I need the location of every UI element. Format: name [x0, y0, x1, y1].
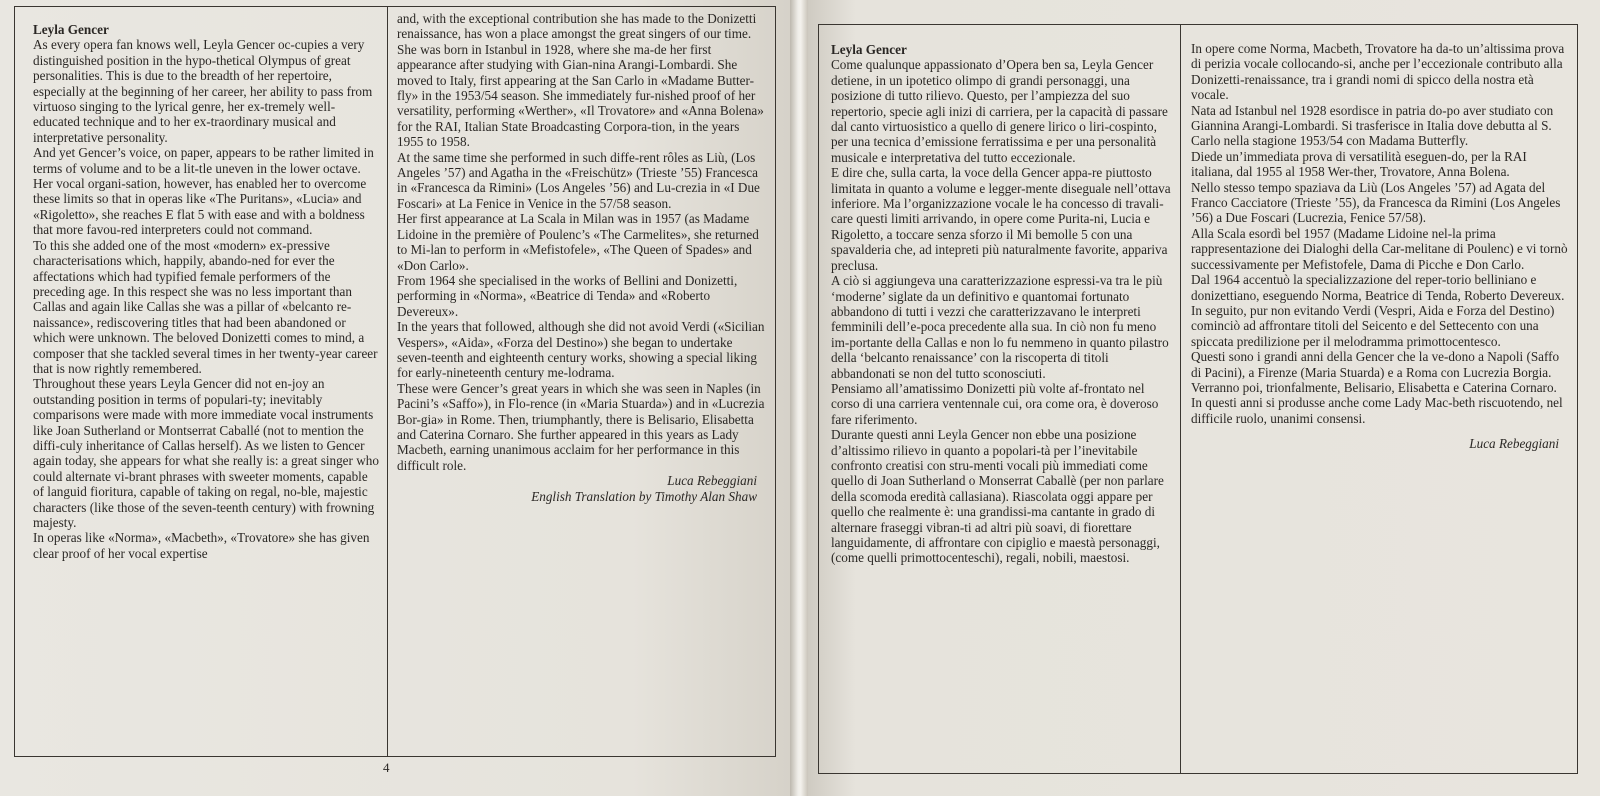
english-paragraph: At the same time she performed in such diffe-rent rôles as Liù, (Los Angeles ’57) and Agatha in the «Freischütz» (Trieste ’55) Francesca in «Francesca da Rimini» (Los Angeles ’56) and Lu-crezia in «I Due Foscari» at La Fenice in Venice in the 57/58 season.	[397, 149, 760, 211]
english-paragraph: As every opera fan knows well, Leyla Gencer oc-cupies a very distinguished position in the hypo-thetical Olympus of great personalities. This is due to the breadth of her repertoire, especially at the beginning of her career, her ability to pass from virtuoso singing to the lyrical genre, her ex-tremely well-educated technique and to her ex-traordinary musical and interpretative personality.	[33, 37, 373, 145]
italian-paragraph: Verranno poi, trionfalmente, Belisario, Elisabetta e Caterina Cornaro.	[1191, 379, 1557, 395]
english-paragraph: Throughout these years Leyla Gencer did not en-joy an outstanding position in terms of populari-ty; inevitably comparisons were made with more immediate vocal instruments like Joan Sutherland or Montserrat Caballé (not to mention the diffi-culy inheritance of Callas herself). As we listen to Gencer again today, she appears for what she really is: a great singer who could alternate vi-brant phrases with sweeter moments, capable of languid fioritura, capable of taking on regal, no-ble, majestic characters (like those of the seven-teenth century) with frowning majesty.	[33, 376, 379, 530]
italian-column-1	[819, 25, 1181, 773]
english-paragraph: and, with the exceptional contribution she has made to the Donizetti renaissance, has won a place amongst the great singers of our time.	[397, 11, 757, 42]
italian-column-2	[1181, 25, 1577, 773]
italian-paragraph: Alla Scala esordì bel 1957 (Madame Lidoine nel-la prima rappresentazione dei Dialoghi della Car-melitane di Poulenc) e vi tornò successivamente per Mefistofele, Dama di Picche e Don Carlo.	[1191, 225, 1568, 272]
italian-paragraph: Nello stesso tempo spaziava da Liù (Los Angeles ’57) ad Agata del Franco Cacciatore (Trieste ’55), da Francesca da Rimini (Los Angeles ’56) a Due Foscari (Lucrezia, Fenice 57/58).	[1191, 179, 1561, 226]
italian-paragraph: Come qualunque appassionato d’Opera ben sa, Leyla Gencer detiene, in un ipotetico olimpo di grandi personaggi, una posizione di tutto rilievo. Questo, per l’ampiezza del suo repertorio, specie agli inizi di carriera, per la capacità di passare dal canto virtuosistico a quello di genere lirico o liri-cospinto, per una tecnica d’emissione ferratissima e per una personalità musicale e interpretativa del tutto eccezionale.	[831, 57, 1168, 165]
english-title: Leyla Gencer	[33, 22, 109, 37]
italian-paragraph: Pensiamo all’amatissimo Donizetti più volte af-frontato nel corso di una carriera ventennale cui, ora come ora, è doveroso fare riferimento.	[831, 380, 1159, 427]
english-paragraph: Her first appearance at La Scala in Milan was in 1957 (as Madame Lidoine in the première of Poulenc’s «The Carmelites», she returned to Mi-lan to perform in «Mefistofele», «The Queen of Spades» and «Don Carlo».	[397, 211, 759, 273]
english-paragraph: In the years that followed, although she did not avoid Verdi («Sicilian Vespers», «Aida», «Forza del Destino») she began to undertake seven-teenth and eighteenth century works, showing a special liking for early-nineteenth century me-lodrama.	[397, 319, 765, 381]
english-text-frame	[14, 6, 776, 757]
english-signature: Luca Rebeggiani	[667, 473, 757, 489]
italian-text-frame	[818, 24, 1578, 774]
english-paragraph: To this she added one of the most «modern» ex-pressive characterisations which, happily, abando-ned for ever the affectations which had typified female performers of the preceding age. In this respect she was no less important than Callas and again like Callas she was a pillar of «belcanto re-naissance», rediscovering titles that had been abandoned or which were unknown. The beloved Donizetti comes to mind, a composer that she tackled several times in her twenty-year career that is now rightly remembered.	[33, 237, 378, 376]
english-paragraph: In operas like «Norma», «Macbeth», «Trovatore» she has given clear proof of her vocal expertise	[33, 530, 370, 561]
english-page	[0, 0, 790, 796]
italian-signature: Luca Rebeggiani	[1469, 436, 1559, 452]
english-paragraph: She was born in Istanbul in 1928, where she ma-de her first appearance after studying with Gian-nina Arangi-Lombardi. She moved to Italy, first appearing at the San Carlo in «Madame Butter-fly» in the 1953/54 season. She immediately fur-nished proof of her versatility, performing «Werther», «Il Trovatore» and «Anna Bolena» for the RAI, Italian State Broadcasting Corpora-tion, in the years 1955 to 1958.	[397, 41, 764, 150]
italian-paragraph: Durante questi anni Leyla Gencer non ebbe una posizione d’altissimo rilievo in quanto a popolari-tà per l’inevitabile confronto creatisi con stru-menti vocali più immediati come quello di Joan Sutherland o Monserrat Caballè (per non parlare della scomoda eredità callasiana). Riascolata oggi appare per quello che realmente è: una grandissi-ma cantante in grado di alternare fraseggi vibran-ti ad altri più soavi, di fiorettare languidamente, di affrontare con cipiglio e maestà personaggi, (come quelli primottocenteschi), regali, nobili, maestosi.	[831, 427, 1164, 566]
italian-paragraph: E dire che, sulla carta, la voce della Gencer appa-re piuttosto limitata in quanto a volume e legger-mente diseguale nell’ottava inferiore. Ma l’organizzazione vocale le ha concesso di travali-care questi limiti arrivando, in opere come Purita-ni, Lucia e Rigoletto, a toccare senza sforzo il Mi bemolle 5 con una spavalderia che, ad intepreti più naturalmente favorite, appariva preclusa.	[831, 165, 1171, 273]
italian-paragraph: Dal 1964 accentuò la specializzazione del reper-torio belliniano e donizettiano, eseguendo Norma, Beatrice di Tenda, Roberto Devereux.	[1191, 272, 1565, 303]
italian-title: Leyla Gencer	[831, 42, 907, 57]
page-number: 4	[383, 760, 390, 775]
italian-paragraph: Questi sono i grandi anni della Gencer che la ve-dono a Napoli (Saffo di Pacini), a Firenze (Maria Stuarda) e a Roma con Lucrezia Borgia.	[1191, 349, 1560, 380]
italian-paragraph: In opere come Norma, Macbeth, Trovatore ha da-to un’altissima prova di perizia vocale collocando-si, anche per l’eccezionale contributo alla Donizetti-renaissance, tra i grandi nomi di spicco della nostra età vocale.	[1191, 41, 1565, 103]
italian-paragraph: In seguito, pur non evitando Verdi (Vespri, Aida e Forza del Destino) cominciò ad affrontare titoli del Seicento e del Settecento con una spiccata predilizione per il melodramma primottocentesco.	[1191, 302, 1555, 349]
translation-credit: English Translation by Timothy Alan Shaw	[531, 488, 757, 504]
italian-paragraph: A ciò si aggiungeva una caratterizzazione espressi-va tra le più ‘moderne’ siglate da un definitivo e quantomai fortunato abbandono di tutti i vezzi che caratterizzavano le interpreti femminili dell’e-poca precedente alla sua. In ciò non fu meno im-portante della Callas e non lo fu nemmeno in quanto pilastro della ‘belcanto renaissance’ con la riscoperta di titoli abbandonati se non del tutto sconosciuti.	[831, 273, 1169, 381]
english-paragraph: And yet Gencer’s voice, on paper, appears to be rather limited in terms of volume and to be a lit-tle uneven in the lower octave. Her vocal organi-sation, however, has enabled her to overcome these limits so that in operas like «The Puritans», «Lucia» and «Rigoletto», she reaches E flat 5 with ease and with a boldness that more favou-red interpreters could not command.	[33, 145, 374, 238]
english-paragraph: From 1964 she specialised in the works of Bellini and Donizetti, performing in «Norma», «Beatrice di Tenda» and «Roberto Devereux».	[397, 272, 738, 319]
english-column-1	[15, 7, 388, 756]
english-column-2	[388, 7, 775, 756]
italian-page	[808, 0, 1600, 796]
book-gutter	[790, 0, 808, 796]
italian-paragraph: Diede un’immediata prova di versatilità eseguen-do, per la RAI italiana, dal 1955 al 1958 Wer-ther, Trovatore, Anna Bolena.	[1191, 148, 1527, 180]
english-paragraph: These were Gencer’s great years in which she was seen in Naples (in Pacini’s «Saffo»), in Flo-rence (in «Maria Stuarda») and in «Lucrezia Bor-gia» in Rome. Then, triumphantly, there is Belisario, Elisabetta and Caterina Cornaro. She further appeared in this years as Lady Macbeth, earning unanimous acclaim for her performance in this difficult role.	[397, 380, 765, 473]
italian-paragraph: Nata ad Istanbul nel 1928 esordisce in patria do-po aver studiato con Giannina Arangi-Lombardi. Si trasferisce in Italia dove debutta al S. Carlo nella stagione 1953/54 con Madama Butterfly.	[1191, 102, 1554, 149]
italian-paragraph: In questi anni si produsse anche come Lady Mac-beth riscuotendo, nel difficile ruolo, unanimi consensi.	[1191, 395, 1563, 426]
